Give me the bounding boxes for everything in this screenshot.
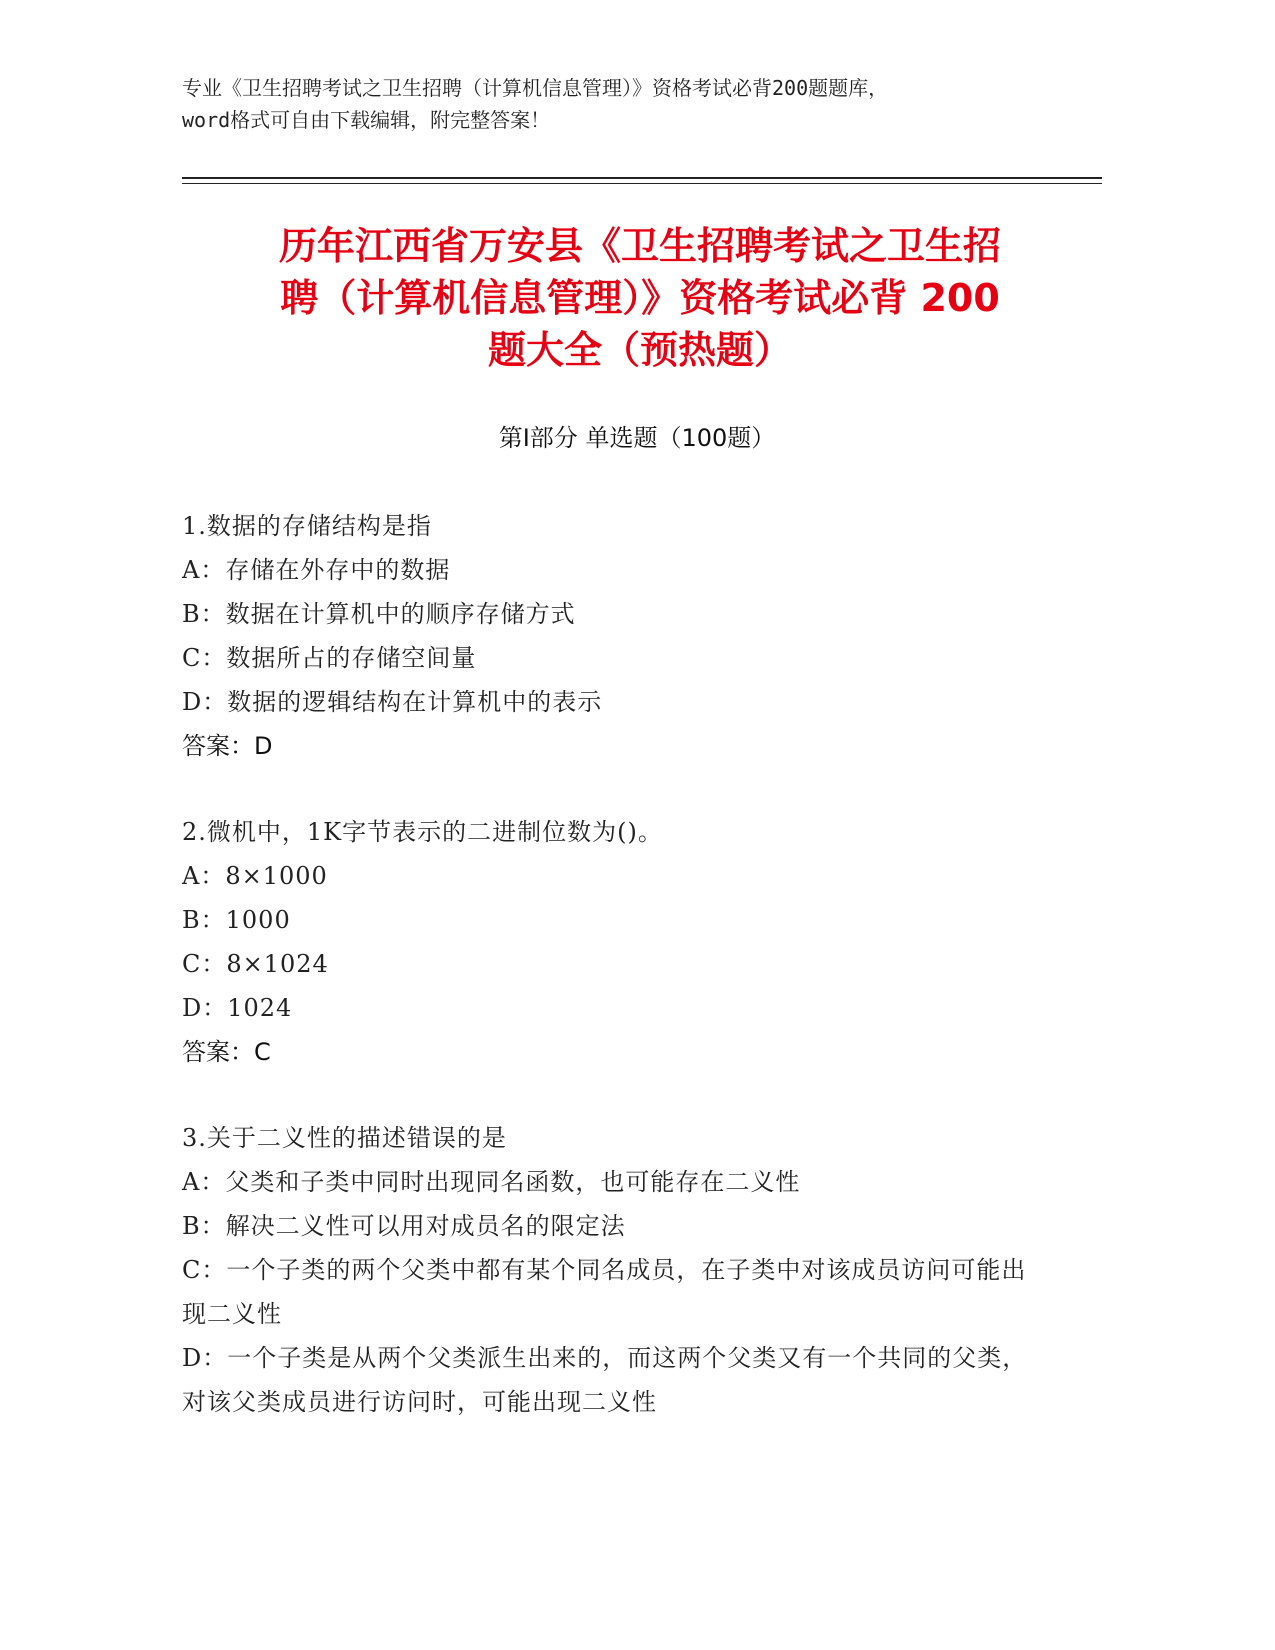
title-line-2: 聘（计算机信息管理）》资格考试必背 200	[280, 276, 1000, 320]
option-b: B：数据在计算机中的顺序存储方式	[182, 600, 576, 628]
question-1	[182, 504, 1042, 768]
option-c: C：8×1024	[182, 950, 329, 978]
question-stem: 1.数据的存储结构是指	[182, 512, 432, 540]
title-line-1: 历年江西省万安县《卫生招聘考试之卫生招	[278, 224, 1001, 268]
question-3	[182, 1116, 1042, 1424]
header-divider-thick	[182, 177, 1102, 179]
header-divider-thin	[182, 183, 1102, 184]
option-d: D：1024	[182, 994, 293, 1022]
section-title: 第Ⅰ部分 单选题（100题）	[498, 424, 776, 452]
option-c: C：一个子类的两个父类中都有某个同名成员，在子类中对该成员访问可能出现二义性	[182, 1256, 1027, 1328]
option-d: D：一个子类是从两个父类派生出来的，而这两个父类又有一个共同的父类，对该父类成员进行访问时，可能出现二义性	[182, 1344, 1028, 1416]
option-a: A：父类和子类中同时出现同名函数，也可能存在二义性	[182, 1168, 801, 1196]
intro-text	[182, 72, 1082, 136]
title-line-3: 题大全（预热题）	[487, 328, 792, 372]
option-d: D：数据的逻辑结构在计算机中的表示	[182, 688, 603, 716]
option-a: A：存储在外存中的数据	[182, 556, 451, 584]
answer-text: 答案：C	[182, 1038, 271, 1066]
option-b: B：1000	[182, 906, 291, 934]
option-a: A：8×1000	[182, 862, 328, 890]
question-stem: 3.关于二义性的描述错误的是	[182, 1124, 507, 1152]
option-b: B：解决二义性可以用对成员名的限定法	[182, 1212, 626, 1240]
intro-line-2: word格式可自由下载编辑，附完整答案！	[182, 108, 551, 132]
answer-text: 答案：D	[182, 732, 273, 760]
questions-list	[182, 504, 1042, 1466]
option-c: C：数据所占的存储空间量	[182, 644, 477, 672]
question-stem: 2.微机中，1K字节表示的二进制位数为()。	[182, 818, 663, 846]
document-title	[175, 220, 1105, 376]
intro-line-1: 专业《卫生招聘考试之卫生招聘（计算机信息管理）》资格考试必背200题题库，	[182, 76, 889, 100]
question-2	[182, 810, 1042, 1074]
